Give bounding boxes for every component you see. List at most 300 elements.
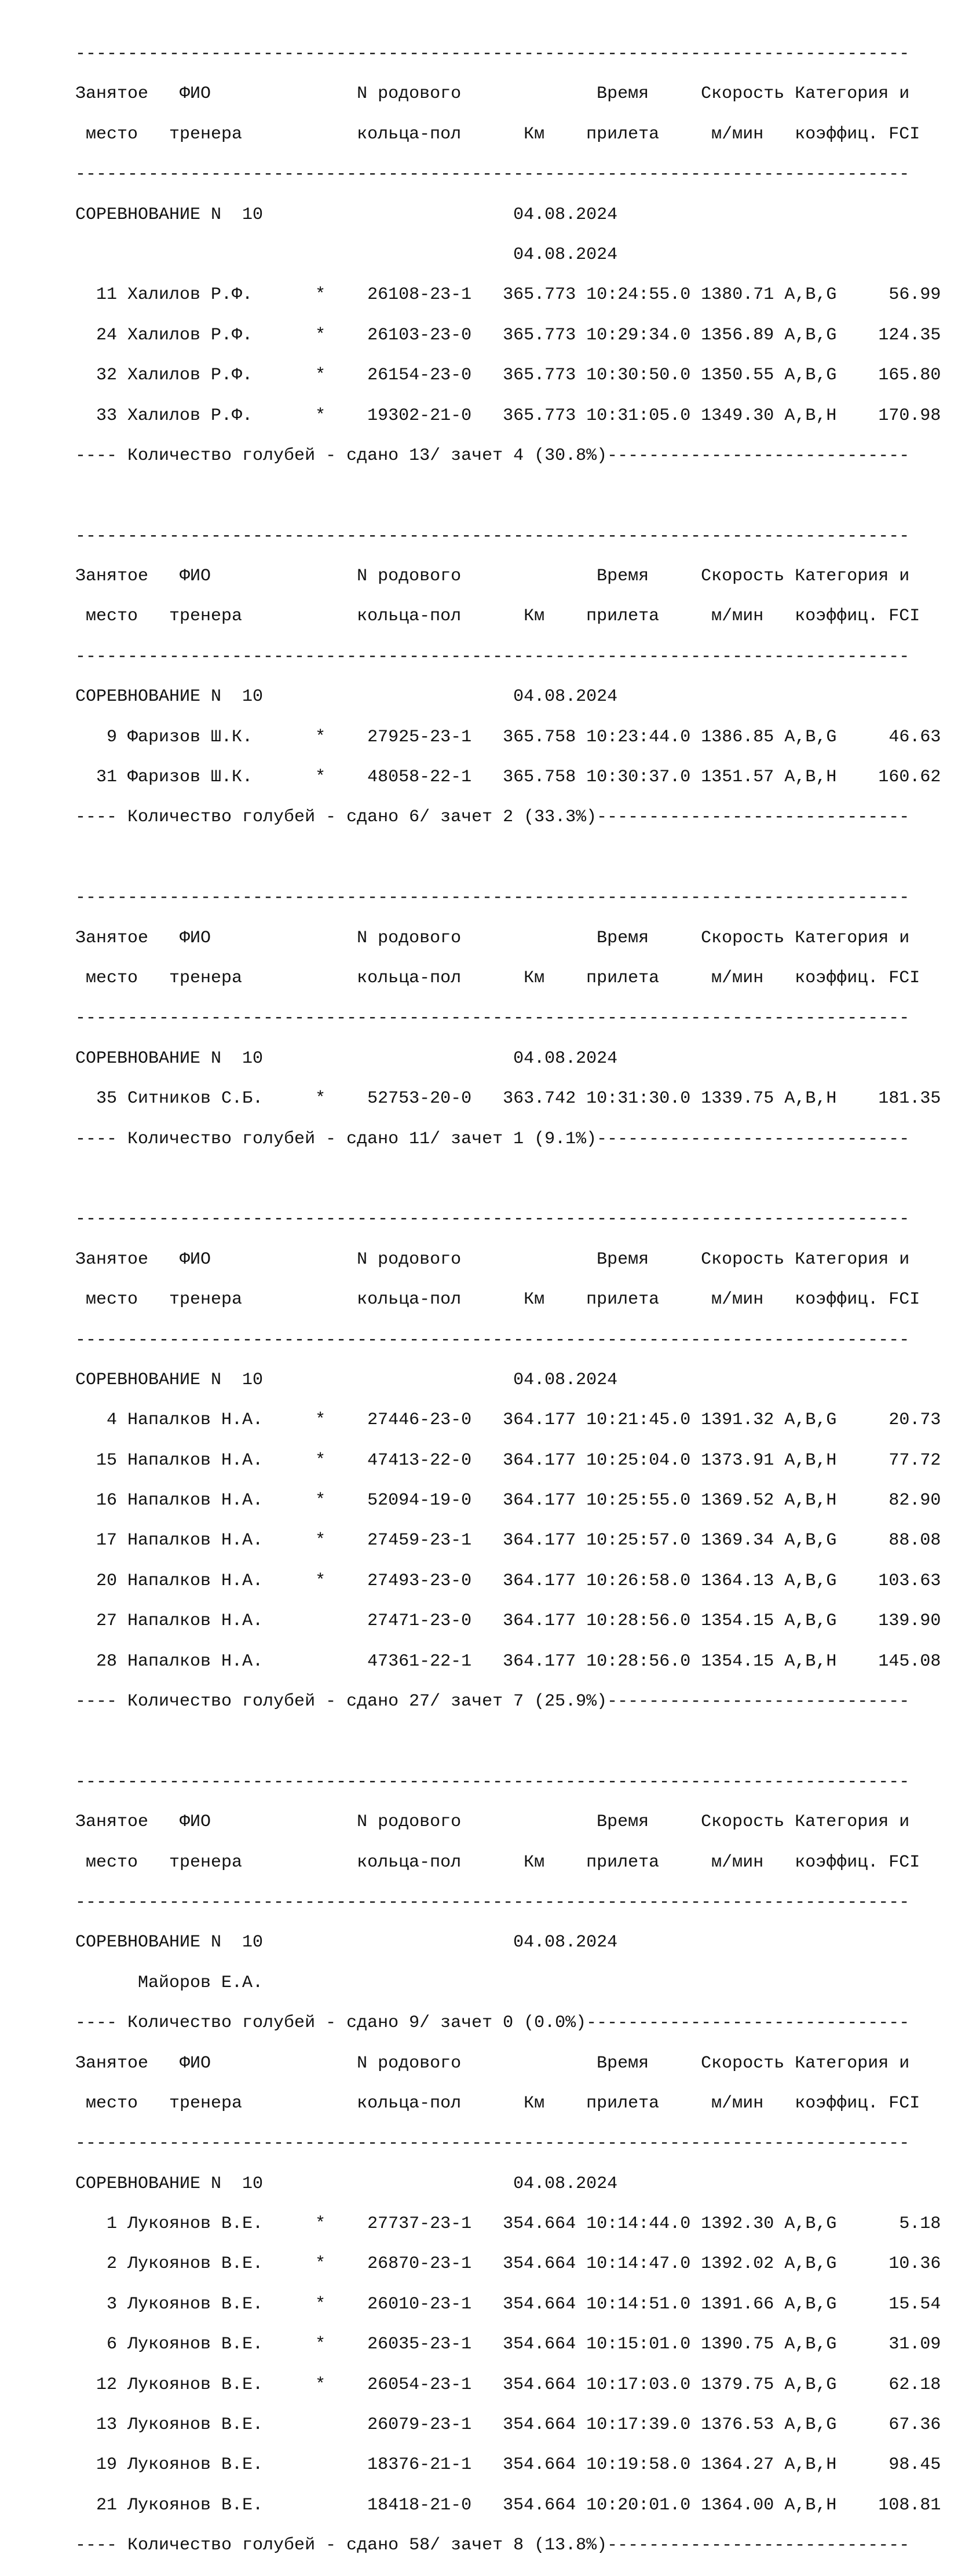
summary-line: ---- Количество голубей - сдано 13/ зачет 4 (30.8%)----------------------------- (75, 445, 910, 466)
spacer (576, 1571, 586, 1591)
km-cell: 364.177 (503, 1611, 576, 1631)
ring-cell: 27925-23-1 (367, 727, 472, 747)
place-cell: 1 (75, 2214, 118, 2234)
fci-cell: 31.09 (836, 2334, 941, 2355)
spacer (774, 1410, 784, 1430)
summary-line: ---- Количество голубей - сдано 58/ зачет 8 (13.8%)----------------------------- (75, 2535, 910, 2556)
category-cell: A,B,G (784, 2294, 837, 2314)
category-cell: A,B,G (784, 1410, 837, 1430)
spacer (117, 1531, 127, 1550)
speed-cell: 1369.52 (701, 1491, 774, 1511)
ring-cell: 18418-21-0 (367, 2495, 472, 2515)
spacer (576, 767, 586, 787)
spacer (326, 1451, 367, 1470)
spacer (774, 2496, 784, 2515)
spacer (263, 1049, 513, 1069)
spacer (471, 1571, 503, 1591)
spacer (117, 767, 127, 787)
spacer (471, 2415, 503, 2435)
spacer (263, 2174, 513, 2194)
trainer-cell: Халилов Р.Ф. (127, 365, 274, 386)
fci-cell: 170.98 (836, 405, 941, 426)
spacer (117, 2496, 127, 2515)
spacer (690, 2415, 701, 2435)
spacer (774, 727, 784, 747)
place-cell: 2 (75, 2254, 118, 2274)
time-cell: 10:17:03.0 (586, 2374, 691, 2395)
star-cell: * (315, 1571, 326, 1591)
spacer (690, 1451, 701, 1470)
time-cell: 10:19:58.0 (586, 2455, 691, 2475)
result-row (75, 2295, 941, 2315)
spacer (326, 2295, 367, 2314)
spacer (326, 1611, 367, 1631)
spacer (774, 2334, 784, 2354)
spacer (263, 687, 513, 707)
ring-cell: 26108-23-1 (367, 285, 472, 305)
place-cell: 3 (75, 2294, 118, 2314)
star-cell: * (315, 285, 326, 305)
time-cell: 10:14:47.0 (586, 2254, 691, 2274)
star-cell: * (315, 365, 326, 386)
category-cell: A,B,G (784, 1571, 837, 1591)
time-cell: 10:29:34.0 (586, 325, 691, 345)
result-row (75, 1410, 941, 1430)
spacer (326, 2496, 367, 2515)
fci-cell: 5.18 (836, 2214, 941, 2234)
spacer (471, 2254, 503, 2274)
spacer (117, 2254, 127, 2274)
fci-cell: 46.63 (836, 727, 941, 747)
speed-cell: 1364.00 (701, 2495, 774, 2515)
spacer (117, 1652, 127, 1671)
spacer (117, 2334, 127, 2354)
result-row (75, 406, 941, 426)
spacer (576, 2214, 586, 2234)
fci-cell: 82.90 (836, 1491, 941, 1511)
spacer (326, 2375, 367, 2395)
spacer (326, 1089, 367, 1108)
ring-cell: 26154-23-0 (367, 365, 472, 386)
spacer (273, 2455, 315, 2475)
spacer (326, 767, 367, 787)
spacer (471, 767, 503, 787)
spacer (576, 1491, 586, 1510)
km-cell: 365.773 (503, 405, 576, 426)
speed-cell: 1379.75 (701, 2374, 774, 2395)
time-cell: 10:25:55.0 (586, 1491, 691, 1511)
result-row (75, 1089, 941, 1109)
result-row (75, 2415, 941, 2435)
spacer (576, 1652, 586, 1671)
time-cell: 10:28:56.0 (586, 1611, 691, 1631)
spacer (273, 406, 315, 426)
spacer (117, 1611, 127, 1631)
spacer (273, 2334, 315, 2354)
time-cell: 10:26:58.0 (586, 1571, 691, 1591)
competition-date: 04.08.2024 (513, 244, 618, 265)
trainer-cell: Халилов Р.Ф. (127, 405, 274, 426)
trainer-cell: Напалков Н.А. (127, 1651, 274, 1671)
ring-cell: 27471-23-0 (367, 1611, 472, 1631)
spacer (774, 365, 784, 385)
ring-cell: 19302-21-0 (367, 405, 472, 426)
spacer (117, 2375, 127, 2395)
spacer (117, 2214, 127, 2234)
competition-date: 04.08.2024 (513, 204, 618, 225)
km-cell: 365.773 (503, 325, 576, 345)
fci-cell: 145.08 (836, 1651, 941, 1671)
spacer (273, 1089, 315, 1108)
result-row (75, 1491, 941, 1511)
spacer (774, 406, 784, 426)
fci-cell: 15.54 (836, 2294, 941, 2314)
spacer (774, 1451, 784, 1470)
competition-date: 04.08.2024 (513, 1933, 618, 1953)
result-row (75, 767, 941, 788)
competition-title: СОРЕВНОВАНИЕ N 10 (75, 1048, 264, 1069)
speed-cell: 1373.91 (701, 1450, 774, 1470)
spacer (471, 2496, 503, 2515)
column-header-line-2: место тренера кольца-пол Км прилета м/мин коэффиц. FCI (75, 606, 920, 627)
competition-line (75, 687, 941, 707)
km-cell: 354.664 (503, 2495, 576, 2515)
spacer (326, 2214, 367, 2234)
ring-cell: 47361-22-1 (367, 1651, 472, 1671)
spacer (326, 727, 367, 747)
fci-cell: 20.73 (836, 1410, 941, 1430)
competition-date: 04.08.2024 (513, 1048, 618, 1069)
ring-cell: 52094-19-0 (367, 1491, 472, 1511)
spacer (471, 285, 503, 305)
time-cell: 10:14:51.0 (586, 2294, 691, 2314)
spacer (690, 406, 701, 426)
spacer (273, 1451, 315, 1470)
spacer (690, 365, 701, 385)
column-header-line-2: место тренера кольца-пол Км прилета м/мин коэффиц. FCI (75, 2093, 920, 2113)
summary-line: ---- Количество голубей - сдано 11/ зачет 1 (9.1%)------------------------------ (75, 1129, 910, 1149)
spacer (117, 1491, 127, 1510)
spacer (690, 1531, 701, 1550)
rule-line: -------------------------------------------------------------------------------- (75, 1772, 910, 1792)
competition-title: СОРЕВНОВАНИЕ N 10 (75, 1933, 264, 1953)
km-cell: 364.177 (503, 1491, 576, 1511)
summary-line: ---- Количество голубей - сдано 9/ зачет 0 (0.0%)------------------------------- (75, 2013, 910, 2033)
spacer (75, 245, 513, 265)
place-cell: 4 (75, 1410, 118, 1430)
column-header-line-1: Занятое ФИО N родового Время Скорость Категория и (75, 566, 910, 587)
km-cell: 354.664 (503, 2415, 576, 2435)
spacer (263, 205, 513, 225)
spacer (774, 1491, 784, 1510)
speed-cell: 1386.85 (701, 727, 774, 747)
spacer (326, 2415, 367, 2435)
category-cell: A,B,G (784, 325, 837, 345)
star-cell: * (315, 2214, 326, 2234)
ring-cell: 26870-23-1 (367, 2254, 472, 2274)
fci-cell: 181.35 (836, 1089, 941, 1109)
star-cell: * (315, 2294, 326, 2314)
km-cell: 364.177 (503, 1571, 576, 1591)
speed-cell: 1339.75 (701, 1089, 774, 1109)
km-cell: 365.773 (503, 285, 576, 305)
spacer (273, 1652, 315, 1671)
spacer (774, 2415, 784, 2435)
km-cell: 365.758 (503, 767, 576, 788)
place-cell: 20 (75, 1571, 118, 1591)
spacer (273, 1531, 315, 1550)
place-cell: 6 (75, 2334, 118, 2355)
ring-cell: 47413-22-0 (367, 1450, 472, 1470)
km-cell: 365.758 (503, 727, 576, 747)
result-row (75, 2214, 941, 2234)
spacer (117, 1451, 127, 1470)
trainer-cell: Фаризов Ш.К. (127, 767, 274, 788)
spacer (273, 2375, 315, 2395)
star-cell: * (315, 1450, 326, 1470)
place-cell: 33 (75, 405, 118, 426)
spacer (576, 406, 586, 426)
competition-line (75, 2174, 941, 2194)
spacer (326, 2334, 367, 2354)
place-cell: 15 (75, 1450, 118, 1470)
spacer (273, 1491, 315, 1510)
summary-line: ---- Количество голубей - сдано 6/ зачет 2 (33.3%)------------------------------ (75, 807, 910, 828)
spacer (576, 727, 586, 747)
place-cell: 28 (75, 1651, 118, 1671)
trainer-cell: Фаризов Ш.К. (127, 727, 274, 747)
star-cell: * (315, 1531, 326, 1551)
ring-cell: 27446-23-0 (367, 1410, 472, 1430)
trainer-cell: Напалков Н.А. (127, 1611, 274, 1631)
speed-cell: 1380.71 (701, 285, 774, 305)
category-cell: A,B,G (784, 2415, 837, 2435)
speed-cell: 1356.89 (701, 325, 774, 345)
time-cell: 10:17:39.0 (586, 2415, 691, 2435)
spacer (690, 2496, 701, 2515)
trainer-cell: Лукоянов В.Е. (127, 2214, 274, 2234)
trainer-name-line (75, 1973, 941, 1993)
competition-line (75, 1370, 941, 1391)
category-cell: A,B,G (784, 727, 837, 747)
spacer (690, 285, 701, 305)
spacer (471, 1652, 503, 1671)
category-cell: A,B,H (784, 2495, 837, 2515)
fci-cell: 62.18 (836, 2374, 941, 2395)
spacer (471, 1410, 503, 1430)
spacer (471, 365, 503, 385)
spacer (117, 1571, 127, 1591)
competition-title: СОРЕВНОВАНИЕ N 10 (75, 687, 264, 707)
spacer (273, 1410, 315, 1430)
star-cell (315, 2455, 326, 2475)
star-cell: * (315, 2254, 326, 2274)
spacer (326, 1410, 367, 1430)
column-header-line-1: Занятое ФИО N родового Время Скорость Категория и (75, 928, 910, 948)
ring-cell: 18376-21-1 (367, 2455, 472, 2475)
km-cell: 363.742 (503, 1089, 576, 1109)
category-cell: A,B,H (784, 1651, 837, 1671)
spacer (576, 2415, 586, 2435)
result-row (75, 365, 941, 386)
ring-cell: 27459-23-1 (367, 1531, 472, 1551)
spacer (326, 406, 367, 426)
category-cell: A,B,G (784, 1611, 837, 1631)
category-cell: A,B,H (784, 1491, 837, 1511)
spacer (774, 2455, 784, 2475)
spacer (774, 1652, 784, 1671)
time-cell: 10:25:57.0 (586, 1531, 691, 1551)
competition-title: СОРЕВНОВАНИЕ N 10 (75, 2174, 264, 2194)
star-cell (315, 1611, 326, 1631)
km-cell: 364.177 (503, 1410, 576, 1430)
spacer (690, 1410, 701, 1430)
spacer (117, 727, 127, 747)
competition-line (75, 1933, 941, 1953)
spacer (576, 1410, 586, 1430)
category-cell: A,B,H (784, 2455, 837, 2475)
speed-cell: 1364.13 (701, 1571, 774, 1591)
spacer (471, 2375, 503, 2395)
time-cell: 10:21:45.0 (586, 1410, 691, 1430)
rule-line: -------------------------------------------------------------------------------- (75, 44, 910, 64)
spacer (117, 406, 127, 426)
spacer (690, 1571, 701, 1591)
fci-cell: 165.80 (836, 365, 941, 386)
ring-cell: 48058-22-1 (367, 767, 472, 788)
spacer (471, 2214, 503, 2234)
spacer (117, 2295, 127, 2314)
spacer (326, 325, 367, 345)
result-row (75, 2455, 941, 2475)
place-cell: 17 (75, 1531, 118, 1551)
star-cell: * (315, 325, 326, 345)
column-header-line-1: Занятое ФИО N родового Время Скорость Категория и (75, 1249, 910, 1269)
spacer (774, 2254, 784, 2274)
km-cell: 354.664 (503, 2294, 576, 2314)
spacer (576, 365, 586, 385)
spacer (326, 2254, 367, 2274)
result-row (75, 1652, 941, 1672)
speed-cell: 1354.15 (701, 1611, 774, 1631)
speed-cell: 1349.30 (701, 405, 774, 426)
km-cell: 354.664 (503, 2374, 576, 2395)
time-cell: 10:31:05.0 (586, 405, 691, 426)
spacer (774, 2214, 784, 2234)
spacer (326, 1491, 367, 1510)
spacer (273, 1571, 315, 1591)
km-cell: 354.664 (503, 2214, 576, 2234)
ring-cell: 26054-23-1 (367, 2374, 472, 2395)
fci-cell: 124.35 (836, 325, 941, 345)
time-cell: 10:14:44.0 (586, 2214, 691, 2234)
result-row (75, 1571, 941, 1591)
spacer (273, 2295, 315, 2314)
spacer (576, 2334, 586, 2354)
speed-cell: 1390.75 (701, 2334, 774, 2355)
fci-cell: 56.99 (836, 285, 941, 305)
fci-cell: 108.81 (836, 2495, 941, 2515)
category-cell: A,B,G (784, 2254, 837, 2274)
spacer (576, 1451, 586, 1470)
rule-line: -------------------------------------------------------------------------------- (75, 888, 910, 908)
rule-line: -------------------------------------------------------------------------------- (75, 1330, 910, 1350)
trainer-cell: Лукоянов В.Е. (127, 2254, 274, 2274)
spacer (576, 2496, 586, 2515)
summary-line: ---- Количество голубей - сдано 27/ зачет 7 (25.9%)----------------------------- (75, 1692, 910, 1712)
fci-cell: 160.62 (836, 767, 941, 788)
spacer (774, 2375, 784, 2395)
spacer (576, 2254, 586, 2274)
category-cell: A,B,G (784, 2334, 837, 2355)
spacer (273, 727, 315, 747)
speed-cell: 1350.55 (701, 365, 774, 386)
star-cell: * (315, 1089, 326, 1109)
spacer (690, 2375, 701, 2395)
spacer (774, 1611, 784, 1631)
rule-line: -------------------------------------------------------------------------------- (75, 2134, 910, 2154)
ring-cell: 26079-23-1 (367, 2415, 472, 2435)
spacer (774, 767, 784, 787)
rule-line: -------------------------------------------------------------------------------- (75, 1008, 910, 1029)
category-cell: A,B,G (784, 2214, 837, 2234)
competition-date: 04.08.2024 (513, 687, 618, 707)
speed-cell: 1364.27 (701, 2455, 774, 2475)
spacer (326, 1652, 367, 1671)
category-cell: A,B,G (784, 365, 837, 386)
spacer (471, 1491, 503, 1510)
spacer (471, 2334, 503, 2354)
result-row (75, 2334, 941, 2355)
trainer-cell: Напалков Н.А. (127, 1571, 274, 1591)
spacer (774, 1531, 784, 1550)
blank-line (75, 1732, 941, 1752)
fci-cell: 103.63 (836, 1571, 941, 1591)
place-cell: 16 (75, 1491, 118, 1511)
trainer-cell: Напалков Н.А. (127, 1410, 274, 1430)
result-row (75, 1611, 941, 1631)
column-header-line-2: место тренера кольца-пол Км прилета м/мин коэффиц. FCI (75, 124, 920, 144)
place-cell: 35 (75, 1089, 118, 1109)
competition-title: СОРЕВНОВАНИЕ N 10 (75, 204, 264, 225)
spacer (690, 1652, 701, 1671)
km-cell: 364.177 (503, 1531, 576, 1551)
spacer (576, 2295, 586, 2314)
ring-cell: 26035-23-1 (367, 2334, 472, 2355)
fci-cell: 10.36 (836, 2254, 941, 2274)
place-cell: 11 (75, 285, 118, 305)
spacer (690, 325, 701, 345)
competition-date-line (75, 245, 941, 265)
trainer-cell: Лукоянов В.Е. (127, 2334, 274, 2355)
spacer (576, 1611, 586, 1631)
time-cell: 10:30:50.0 (586, 365, 691, 386)
spacer (690, 2214, 701, 2234)
fci-cell: 67.36 (836, 2415, 941, 2435)
time-cell: 10:31:30.0 (586, 1089, 691, 1109)
spacer (774, 285, 784, 305)
spacer (273, 2214, 315, 2234)
km-cell: 365.773 (503, 365, 576, 386)
time-cell: 10:28:56.0 (586, 1651, 691, 1671)
star-cell: * (315, 1491, 326, 1511)
trainer-cell: Халилов Р.Ф. (127, 285, 274, 305)
km-cell: 354.664 (503, 2334, 576, 2355)
spacer (576, 2375, 586, 2395)
spacer (326, 285, 367, 305)
spacer (471, 2455, 503, 2475)
blank-line (75, 486, 941, 506)
